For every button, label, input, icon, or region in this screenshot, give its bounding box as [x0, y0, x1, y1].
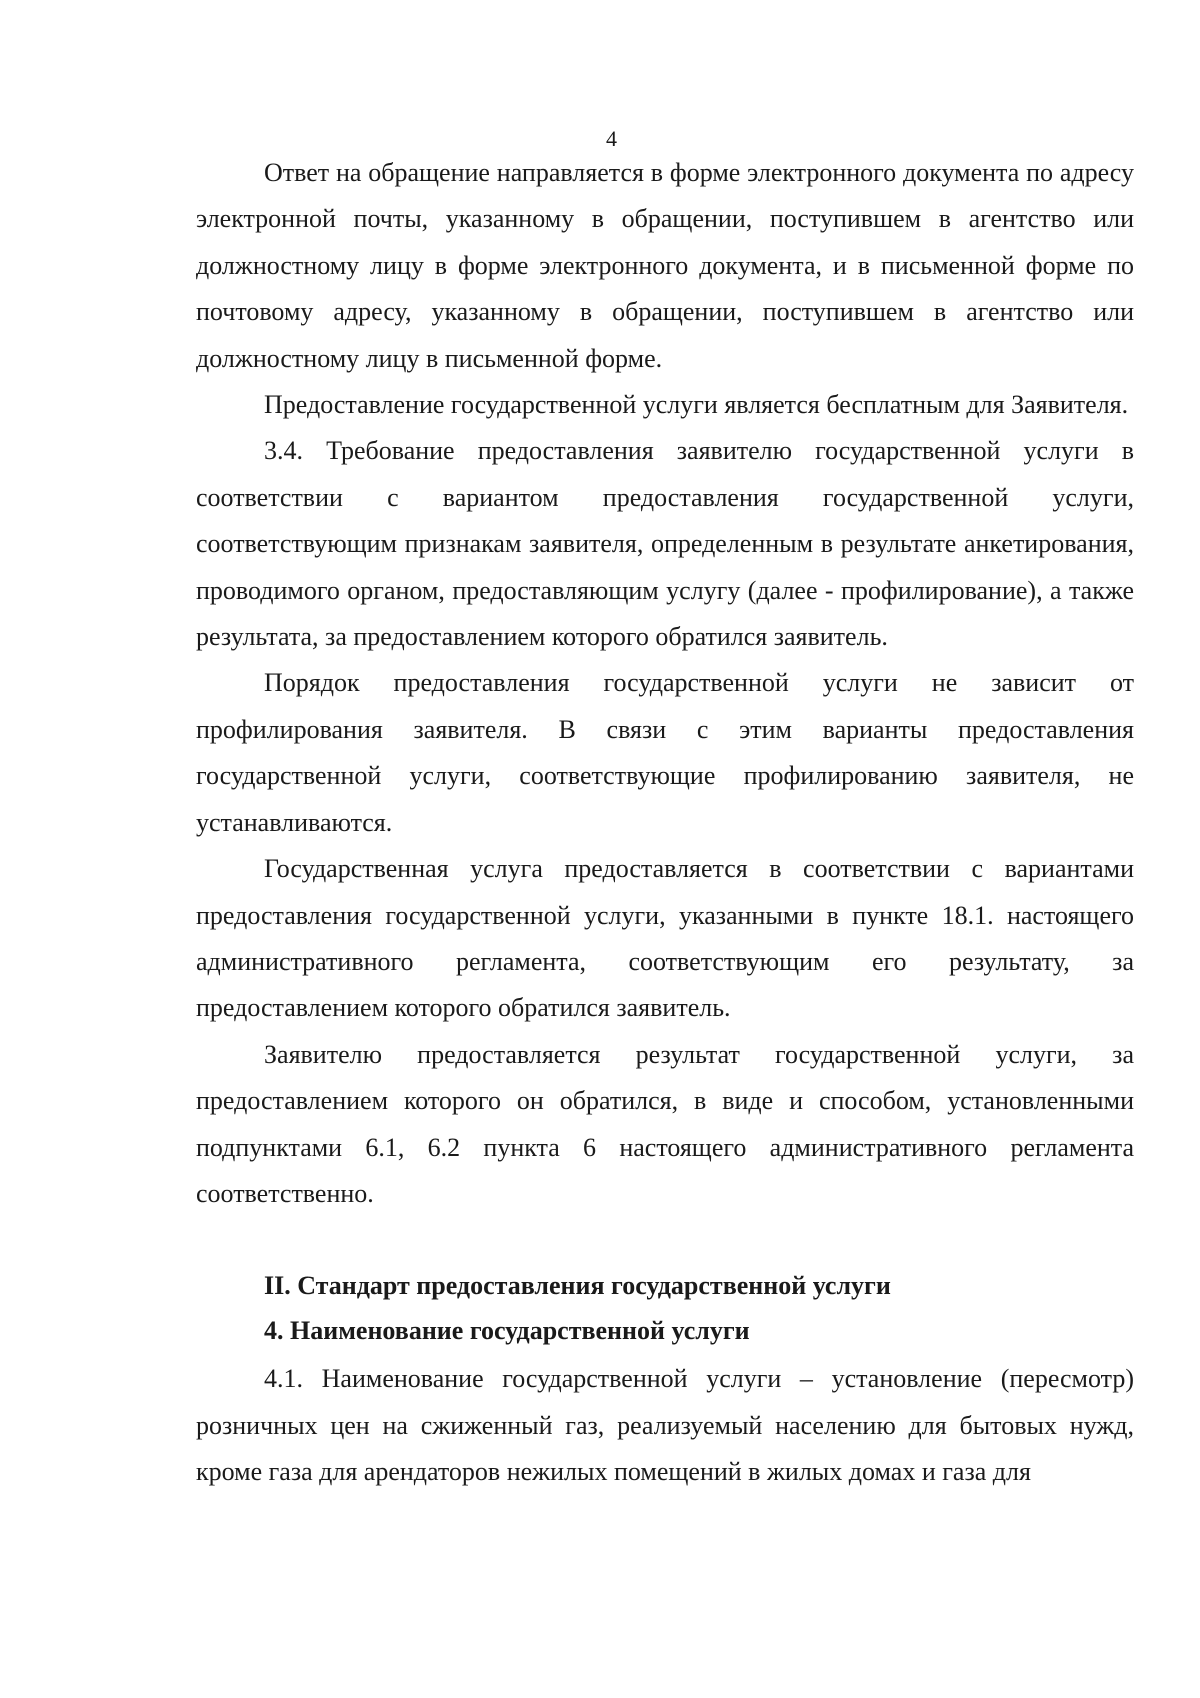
paragraph-free-of-charge: Предоставление государственной услуги является бесплатным для Заявителя.: [264, 390, 1129, 420]
paragraph-3-4-requirement: 3.4. Требование предоставления заявителю государственной услуги в соответствии с вариантом предоставления государственной услуги, соответствующим признакам заявителя, определенным в результате анкетирования, проводимого органом, предоставляющим услугу (далее - профилирование), а также результата, за предоставлением которого обратился заявитель.: [196, 436, 1134, 652]
paragraph-response-form: Ответ на обращение направляется в форме электронного документа по адресу электронной почты, указанному в обращении, поступившем в агентство или должностному лицу в форме электронного документа, и в письменной форме по почтовому адресу, указанному в обращении, поступившем в агентство или должностному лицу в письменной форме.: [196, 158, 1134, 373]
document-body: [196, 150, 1134, 1495]
paragraph-service-result: Заявителю предоставляется результат государственной услуги, за предоставлением которого он обратился, в виде и способом, установленными подпунктами 6.1, 6.2 пункта 6 настоящего административного регламента соответственно.: [196, 1039, 1134, 1208]
section-heading: II. Стандарт предоставления государственной услуги: [264, 1271, 891, 1301]
subsection-heading: 4. Наименование государственной услуги: [264, 1315, 750, 1345]
page-number: 4: [606, 126, 617, 151]
paragraph-service-variants: Государственная услуга предоставляется в соответствии с вариантами предоставления государственной услуги, указанными в пункте 18.1. настоящего административного регламента, соответствующим его результату, за предоставлением которого обратился заявитель.: [196, 854, 1134, 1023]
paragraph-4-1-service-name: 4.1. Наименование государственной услуги – установление (пересмотр) розничных цен на сжиженный газ, реализуемый населению для бытовых нужд, кроме газа для арендаторов нежилых помещений в жилых домах и газа для: [196, 1364, 1134, 1486]
paragraph-profiling: Порядок предоставления государственной услуги не зависит от профилирования заявителя. В связи с этим варианты предоставления государственной услуги, соответствующие профилированию заявителя, не устанавливаются.: [196, 668, 1134, 837]
